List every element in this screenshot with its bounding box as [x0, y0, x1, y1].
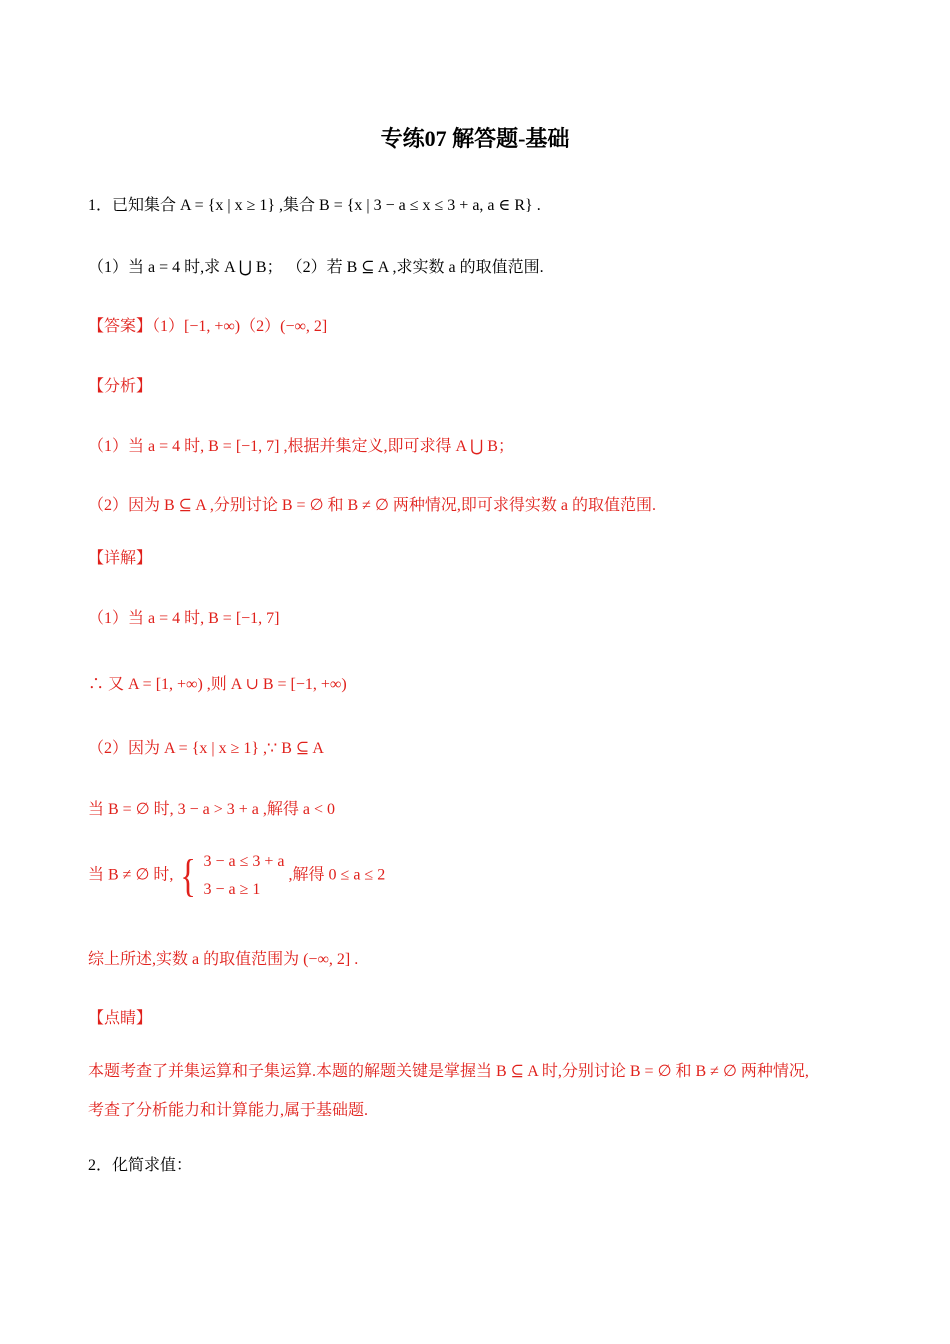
comment-line-2: 考查了分析能力和计算能力,属于基础题. — [88, 1102, 369, 1119]
detail-line-3: （2）因为 A = {x | x ≥ 1} ,∵ B ⊆ A — [88, 740, 324, 757]
equation-system — [177, 848, 284, 904]
equation-row-1: 3 − a ≤ 3 + a — [203, 853, 285, 870]
analysis-part-1: （1）当 a = 4 时, B = [−1, 7] ,根据并集定义,即可求得 A ⋃ B； — [88, 438, 514, 455]
page-title: 专练07 解答题-基础 — [380, 126, 570, 151]
detail-line-2: ∴ 又 A = [1, +∞) ,则 A ∪ B = [−1, +∞) — [88, 676, 347, 693]
detail-line-5 — [88, 848, 385, 904]
detail-5-prefix: 当 B ≠ ∅ 时, — [88, 866, 174, 884]
answer-tag: 【答案】 — [88, 318, 153, 335]
detail-tag: 【详解】 — [88, 550, 153, 567]
answer-line — [88, 313, 327, 336]
analysis-part-2: （2）因为 B ⊆ A ,分别讨论 B = ∅ 和 B ≠ ∅ 两种情况,即可求得实数 a 的取值范围. — [88, 497, 656, 514]
detail-line-4: 当 B = ∅ 时, 3 − a > 3 + a ,解得 a < 0 — [88, 801, 336, 818]
detail-line-1: （1）当 a = 4 时, B = [−1, 7] — [88, 610, 280, 627]
equation-row-2: 3 − a ≥ 1 — [203, 881, 261, 898]
equation-rows — [204, 848, 285, 904]
question-2-stem: 2．化简求值： — [88, 1157, 193, 1174]
detail-line-6: 综上所述,实数 a 的取值范围为 (−∞, 2] . — [88, 951, 359, 968]
comment-line-1: 本题考查了并集运算和子集运算.本题的解题关键是掌握当 B ⊆ A 时,分别讨论 B = ∅ 和 B ≠ ∅ 两种情况, — [88, 1063, 809, 1080]
comment-tag: 【点睛】 — [88, 1010, 153, 1027]
answer-text: （1）[−1, +∞)（2）(−∞, 2] — [152, 318, 328, 335]
detail-5-suffix: ,解得 0 ≤ a ≤ 2 — [288, 866, 386, 884]
question-1-stem: 1．已知集合 A = {x | x ≥ 1} ,集合 B = {x | 3 − a ≤ x ≤ 3 + a, a ∈ R} . — [88, 197, 541, 214]
question-1-parts: （1）当 a = 4 时,求 A ⋃ B； （2）若 B ⊆ A ,求实数 a 的取值范围. — [88, 259, 544, 276]
analysis-tag: 【分析】 — [88, 378, 153, 395]
left-brace: { — [180, 850, 197, 901]
